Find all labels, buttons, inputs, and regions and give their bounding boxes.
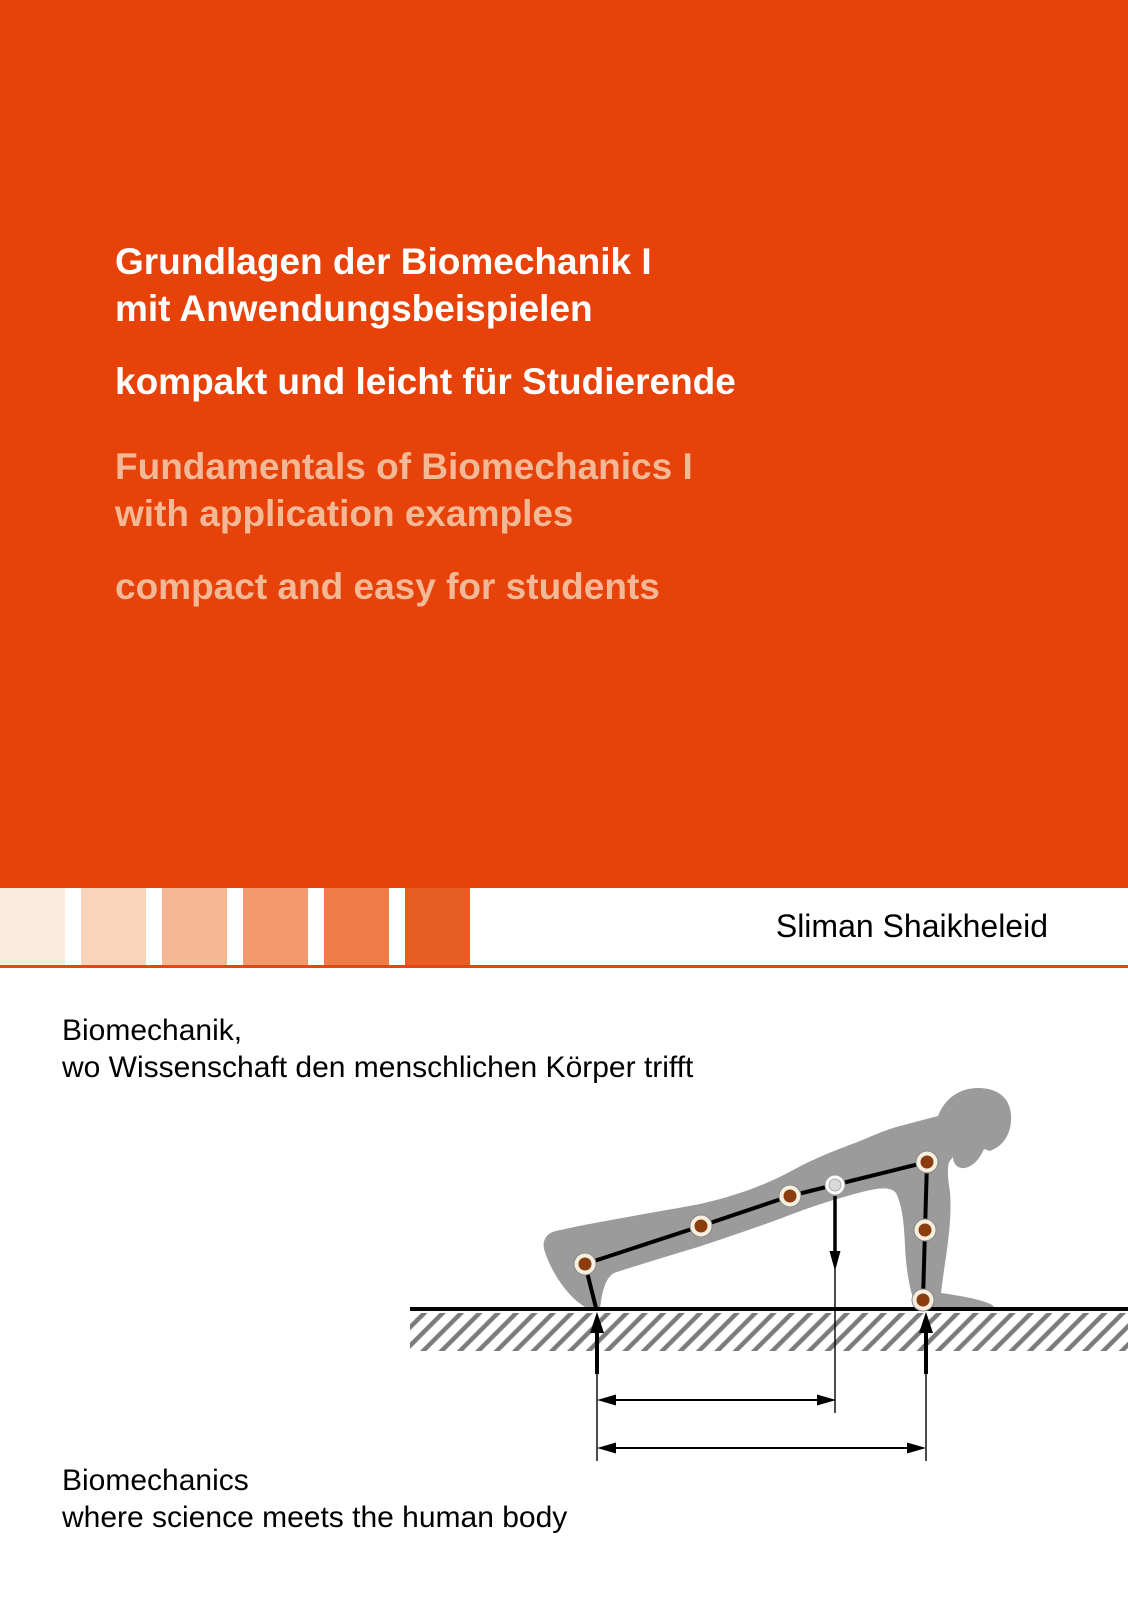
dimension-upper-left-arrowhead [597,1395,616,1406]
joint-marker-toe [574,1253,596,1275]
tagline-english-line2: where science meets the human body [62,1501,568,1534]
joint-marker-knee [690,1215,712,1237]
color-stripe [243,888,308,965]
body-segment-line [585,1162,927,1264]
title-german-line: Grundlagen der Biomechanik I [115,241,652,282]
stripe-band [0,888,470,965]
title-english-subtitle: compact and easy for students [115,566,660,607]
joint-marker-elbow [914,1219,936,1241]
color-stripe [405,888,470,965]
ground-hatch [410,1313,1128,1351]
joint-marker-shoulder [916,1151,938,1173]
joint-marker-hip [779,1185,801,1207]
dimension-lower-left-arrowhead [597,1443,616,1454]
arm-segment-line [923,1162,927,1300]
title-german-line: mit Anwendungsbeispielen [115,288,593,329]
tagline-german-line2: wo Wissenschaft den menschlichen Körper trifft [62,1051,694,1084]
joint-marker-wrist [912,1289,934,1311]
color-stripe [324,888,389,965]
hand-force-arrowhead [919,1312,933,1333]
title-german-subtitle: kompakt und leicht für Studierende [115,361,736,402]
toe-force-arrowhead [590,1312,604,1333]
dimension-lower-right-arrowhead [907,1443,926,1454]
tagline-german-line1: Biomechanik, [62,1014,243,1047]
human-silhouette [544,1088,1011,1310]
title-english-line: with application examples [115,493,574,534]
color-stripe [162,888,227,965]
author-band [0,888,1128,968]
tagline-english-line1: Biomechanics [62,1464,249,1497]
title-english-line: Fundamentals of Biomechanics I [115,446,693,487]
weight-vector-arrowhead [830,1251,841,1271]
tagline-german [62,1012,693,1086]
center-of-mass-marker [825,1175,845,1195]
tagline-english [62,1462,567,1536]
color-stripe [0,888,65,965]
color-stripe [81,888,146,965]
author-name: Sliman Shaikheleid [775,908,1048,944]
dimension-upper-right-arrowhead [817,1395,836,1406]
foot-segment-line [585,1264,596,1308]
